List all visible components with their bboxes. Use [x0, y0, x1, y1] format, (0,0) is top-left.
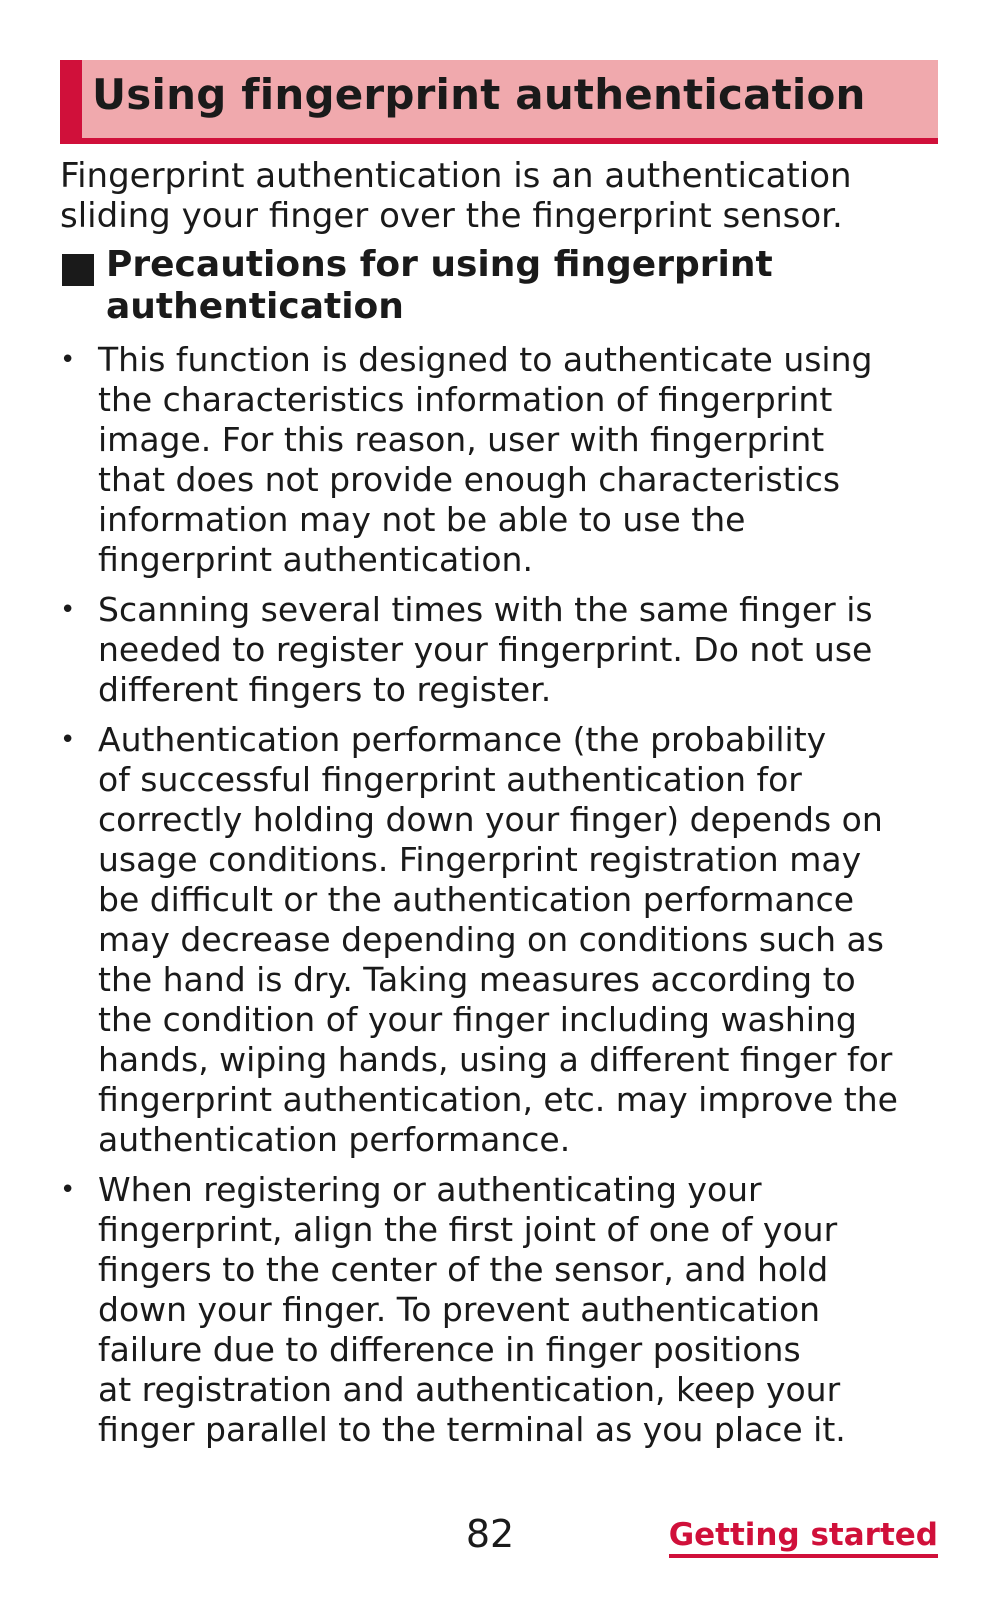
list-item-line: the characteristics information of fingerprint: [98, 380, 833, 419]
list-item-text: [98, 720, 940, 1160]
list-item-line: authentication performance.: [98, 1120, 571, 1159]
list-item-line: information may not be able to use the: [98, 500, 746, 539]
list-item-text: [98, 340, 940, 580]
list-item: [60, 340, 940, 580]
list-item-line: finger parallel to the terminal as you place it.: [98, 1410, 846, 1449]
subheading-text: [106, 244, 773, 328]
list-item-line: needed to register your fingerprint. Do not use: [98, 630, 873, 669]
bullet-icon: •: [60, 1175, 76, 1205]
page-title: Using fingerprint authentication: [92, 70, 866, 119]
list-item-line: that does not provide enough characteristics: [98, 460, 841, 499]
list-item-line: different fingers to register.: [98, 670, 552, 709]
precautions-list: [60, 340, 940, 1460]
list-item-line: down your finger. To prevent authentication: [98, 1290, 821, 1329]
list-item-line: may decrease depending on conditions such as: [98, 920, 884, 959]
list-item-line: fingerprint, align the first joint of one of your: [98, 1210, 838, 1249]
page-number: 82: [465, 1512, 515, 1556]
list-item-line: correctly holding down your finger) depends on: [98, 800, 883, 839]
list-item-line: fingerprint authentication, etc. may improve the: [98, 1080, 898, 1119]
intro-paragraph: [60, 156, 940, 236]
black-square-icon: [62, 254, 94, 286]
subheading-line: Precautions for using fingerprint: [106, 244, 773, 285]
list-item-line: fingers to the center of the sensor, and hold: [98, 1250, 829, 1289]
list-item-line: Scanning several times with the same finger is: [98, 590, 873, 629]
list-item-line: Authentication performance (the probability: [98, 720, 827, 759]
list-item-line: usage conditions. Fingerprint registration may: [98, 840, 862, 879]
list-item-line: of successful fingerprint authentication for: [98, 760, 802, 799]
bullet-icon: •: [60, 345, 76, 375]
list-item-line: image. For this reason, user with fingerprint: [98, 420, 825, 459]
section-title-bar: [60, 60, 938, 144]
list-item-text: [98, 1170, 940, 1450]
list-item-line: failure due to difference in finger positions: [98, 1330, 801, 1369]
list-item: [60, 720, 940, 1160]
list-item-line: the condition of your finger including washing: [98, 1000, 857, 1039]
list-item-line: at registration and authentication, keep your: [98, 1370, 841, 1409]
list-item-line: This function is designed to authenticate using: [98, 340, 873, 379]
list-item-text: [98, 590, 940, 710]
bullet-icon: •: [60, 595, 76, 625]
section-label-link[interactable]: Getting started: [669, 1516, 938, 1558]
list-item-line: hands, wiping hands, using a different finger for: [98, 1040, 893, 1079]
subheading-line: authentication: [106, 286, 404, 327]
bullet-icon: •: [60, 725, 76, 755]
list-item-line: be difficult or the authentication performance: [98, 880, 855, 919]
list-item-line: the hand is dry. Taking measures according to: [98, 960, 856, 999]
intro-line: Fingerprint authentication is an authentication: [60, 156, 852, 196]
list-item-line: fingerprint authentication.: [98, 540, 533, 579]
list-item-line: When registering or authenticating your: [98, 1170, 762, 1209]
intro-line: sliding your finger over the fingerprint sensor.: [60, 196, 843, 236]
list-item: [60, 1170, 940, 1450]
list-item: [60, 590, 940, 710]
